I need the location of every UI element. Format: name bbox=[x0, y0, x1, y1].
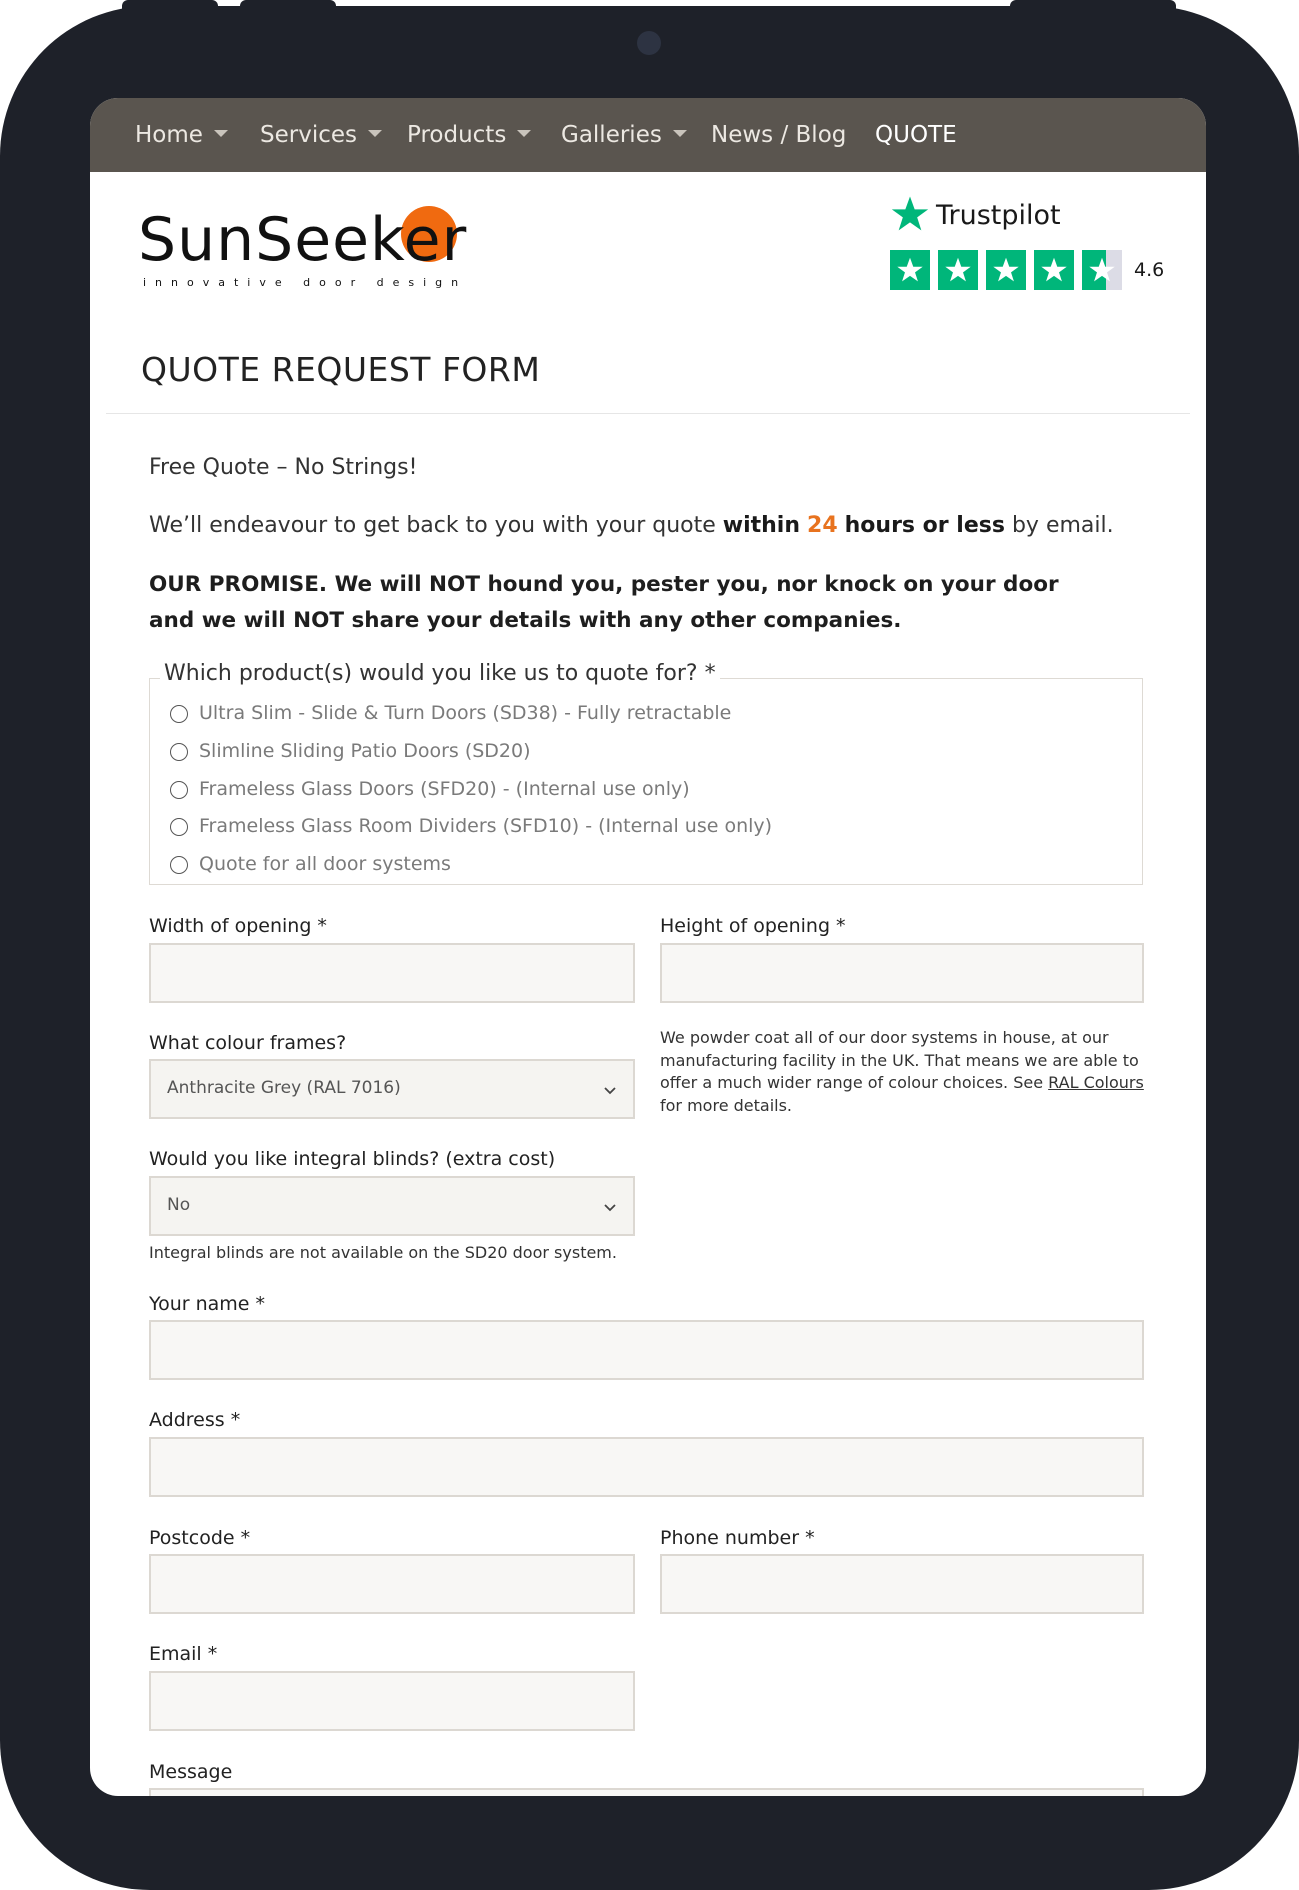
blinds-help: Integral blinds are not available on the SD20 door system. bbox=[149, 1243, 617, 1262]
chevron-down-icon bbox=[603, 1200, 617, 1214]
blinds-select[interactable] bbox=[149, 1176, 635, 1236]
colour-select-value: Anthracite Grey (RAL 7016) bbox=[167, 1078, 401, 1098]
address-label: Address * bbox=[149, 1409, 241, 1431]
blinds-label: Would you like integral blinds? (extra cost) bbox=[149, 1148, 556, 1170]
height-input[interactable] bbox=[660, 943, 1144, 1003]
rating-half-star-icon bbox=[1082, 250, 1122, 290]
name-label: Your name * bbox=[149, 1293, 266, 1315]
product-option-label: Frameless Glass Doors (SFD20) - (Internal use only) bbox=[199, 778, 690, 800]
rating-star-icon bbox=[986, 250, 1026, 290]
nav-label: Home bbox=[135, 122, 203, 148]
intro-tagline: Free Quote – No Strings! bbox=[149, 455, 418, 480]
width-input[interactable] bbox=[149, 943, 635, 1003]
top-nav bbox=[90, 98, 1206, 172]
nav-label: Galleries bbox=[561, 122, 662, 148]
nav-item-services[interactable] bbox=[260, 98, 382, 172]
nav-item-home[interactable] bbox=[135, 98, 228, 172]
blinds-select-value: No bbox=[167, 1195, 191, 1215]
device-button bbox=[1010, 0, 1176, 10]
nav-item-quote[interactable] bbox=[875, 98, 957, 172]
nav-item-news-blog[interactable] bbox=[711, 98, 846, 172]
radio-button[interactable] bbox=[170, 818, 188, 836]
email-label: Email * bbox=[149, 1643, 218, 1665]
rating-star-icon bbox=[1034, 250, 1074, 290]
logo-tagline: innovative door design bbox=[143, 276, 468, 289]
name-input[interactable] bbox=[149, 1320, 1144, 1380]
divider bbox=[106, 413, 1190, 414]
rating-star-icon bbox=[938, 250, 978, 290]
chevron-down-icon bbox=[214, 130, 228, 137]
radio-button[interactable] bbox=[170, 856, 188, 874]
ral-colours-link[interactable]: RAL Colours bbox=[1048, 1073, 1144, 1092]
nav-item-products[interactable] bbox=[407, 98, 531, 172]
width-label: Width of opening * bbox=[149, 915, 327, 937]
trustpilot-label: Trustpilot bbox=[936, 200, 1061, 231]
nav-item-galleries[interactable] bbox=[561, 98, 687, 172]
products-legend: Which product(s) would you like us to quote for? * bbox=[160, 661, 720, 686]
postcode-label: Postcode * bbox=[149, 1527, 251, 1549]
intro-response-time: We’ll endeavour to get back to you with your quote within 24 hours or less by email. bbox=[149, 513, 1114, 538]
radio-button[interactable] bbox=[170, 781, 188, 799]
trustpilot-rating: 4.6 bbox=[1134, 259, 1165, 281]
colour-label: What colour frames? bbox=[149, 1032, 347, 1054]
product-option-label: Frameless Glass Room Dividers (SFD10) - (Internal use only) bbox=[199, 815, 773, 837]
rating-star-icon bbox=[890, 250, 930, 290]
colour-help: We powder coat all of our door systems in house, at our manufacturing facility in the UK. That means we are able to offer a much wider range of colour choices. See RAL Colours for more details. bbox=[660, 1028, 1144, 1115]
height-label: Height of opening * bbox=[660, 915, 846, 937]
camera-icon bbox=[637, 31, 661, 55]
address-input[interactable] bbox=[149, 1437, 1144, 1497]
device-button bbox=[122, 0, 218, 10]
message-label: Message bbox=[149, 1761, 233, 1783]
nav-label: Products bbox=[407, 122, 507, 148]
radio-button[interactable] bbox=[170, 705, 188, 723]
screen bbox=[90, 98, 1206, 1796]
chevron-down-icon bbox=[603, 1083, 617, 1097]
page-title: QUOTE REQUEST FORM bbox=[141, 350, 541, 389]
promise-text: OUR PROMISE. We will NOT hound you, pester you, nor knock on your door and we will NOT share your details with any other companies. bbox=[149, 572, 1059, 633]
postcode-input[interactable] bbox=[149, 1554, 635, 1614]
product-option-label: Quote for all door systems bbox=[199, 853, 451, 875]
colour-select[interactable] bbox=[149, 1059, 635, 1119]
product-option-label: Ultra Slim - Slide & Turn Doors (SD38) - Fully retractable bbox=[199, 702, 732, 724]
nav-label: Services bbox=[260, 122, 357, 148]
radio-button[interactable] bbox=[170, 743, 188, 761]
message-textarea[interactable] bbox=[149, 1788, 1144, 1796]
email-input[interactable] bbox=[149, 1671, 635, 1731]
device-button bbox=[240, 0, 336, 10]
phone-input[interactable] bbox=[660, 1554, 1144, 1614]
nav-label: News / Blog bbox=[711, 122, 847, 148]
logo-wordmark: SunSeeker bbox=[138, 205, 468, 275]
trustpilot-star-icon bbox=[890, 194, 930, 234]
chevron-down-icon bbox=[368, 130, 382, 137]
product-option-label: Slimline Sliding Patio Doors (SD20) bbox=[199, 740, 531, 762]
chevron-down-icon bbox=[517, 130, 531, 137]
chevron-down-icon bbox=[673, 130, 687, 137]
phone-label: Phone number * bbox=[660, 1527, 815, 1549]
nav-label: QUOTE bbox=[875, 122, 957, 148]
